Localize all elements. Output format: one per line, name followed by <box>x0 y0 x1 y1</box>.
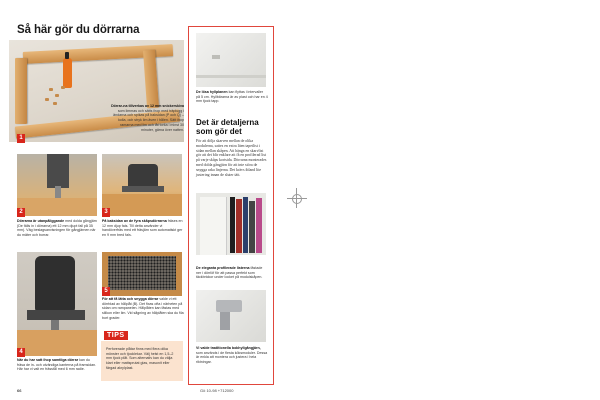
book-spine <box>256 198 262 253</box>
hinge-arm <box>216 300 242 312</box>
tips-text: Perforerade plåtar finns med flera olika mönster och tjocklekar. Välj helst en 1,5–2 mm tjock plåt. Som alternativ kan du välja klart eller mattsprutat glas, masonit eller färgad akrylplast. <box>106 347 174 370</box>
drill-head <box>47 154 69 188</box>
dowel <box>61 86 65 89</box>
step-5-number: 5 <box>102 287 110 296</box>
router-motor <box>35 256 75 314</box>
shelf-edge <box>196 75 266 78</box>
cabinet-side <box>200 197 227 255</box>
step-2-caption-text: med dolda gångjärn (De fälls in i dörrarna) ett 12 mm djupt fall på 35 mm). Väg beslagsanvisningen för gångjärnen när du mäter och borrar. <box>17 219 97 238</box>
step-4-caption-text: kan du fräsa de in- och utvändiga kanterna på framsidan. Här har vi valt en frässtål med 6 mm radie. <box>17 358 97 372</box>
book-spine <box>230 197 235 253</box>
shelf-caption <box>196 90 268 104</box>
footer-code: Gö 10-98 +712000 <box>200 388 234 393</box>
page-number: 66 <box>17 388 22 393</box>
books-caption-bold: De eleganta profilerade listerna <box>196 266 250 270</box>
book-spine <box>243 197 248 253</box>
frame-wood <box>17 330 97 356</box>
hinge-photo <box>196 290 266 342</box>
router-plate <box>27 310 85 320</box>
step-3-caption-bold: På baksidan av de fyra skåpsdörrarna <box>102 219 167 223</box>
step-1-caption-text: som limmas och sätts ihop med träplugg i ändarna och spikas på baksidan (P och Q) – kolla, och stryk lim även i hålen. Sätt ihop ramarna med lim och låt torka i minst 30 minuter, gärna över natten. <box>113 108 184 132</box>
page-title: Så här gör du dörrarna <box>17 24 140 36</box>
dowel <box>55 94 59 97</box>
step-3-number: 3 <box>102 208 110 217</box>
books-caption-text: fästade ner i dörrlöf för att passa perfekt som täckbrickor under locket på modulskåpen. <box>196 266 263 280</box>
step-4-photo <box>17 252 97 356</box>
hinge-cup <box>220 312 230 330</box>
shelf-photo <box>196 33 266 87</box>
glue-bottle <box>63 58 72 88</box>
step-4-caption <box>17 358 97 372</box>
registration-mark <box>292 194 302 204</box>
shelf-caption-text: kan flyttas i intervaller på 5 cm. Hyllbärarna är av plast och har en 4 mm tjock tapp. <box>196 90 268 104</box>
step-5-caption-bold: För att få lätta och snygga dörrar <box>102 297 159 301</box>
shelf-caption-bold: De lösa hyllplanen <box>196 90 228 94</box>
dowel <box>53 102 57 105</box>
book-spine <box>236 199 242 253</box>
sidebar-body: För att dölja skarven mellan de olika modulerna, sattes en extra liten tapetlist i sidan mellan skåpen. Att hänga en skarvlist gör att det blir enklare att få en profilerad list på varje skåps kortsida. Dörrarna monterades med dolda gångjärn för att inte störa de snygga raka linjerna. Det krävs ibland lite justering innan de sluter tätt. <box>196 139 267 177</box>
book-spine <box>249 201 255 253</box>
step-1-caption <box>108 104 184 132</box>
dowel <box>45 98 49 101</box>
books-caption <box>196 266 268 280</box>
glue-nozzle <box>65 52 69 59</box>
perforated-plate <box>108 256 176 290</box>
frame-left-stile <box>15 58 27 124</box>
router-base <box>122 186 164 192</box>
hinge-caption-text: som används i de flesta köksmoduler. Dessa är enkla att montera och justera i hela riktningar. <box>196 350 268 365</box>
dowel <box>49 88 53 91</box>
hinge-caption-bold: Vi valde traditionella bokhyllgångjärn, <box>196 346 261 350</box>
step-3-photo <box>102 154 182 216</box>
step-1-number: 1 <box>17 134 25 143</box>
workpiece <box>17 198 97 216</box>
shelf-pin <box>212 55 220 59</box>
sidebar-heading: Det är detaljerna som gör det <box>196 118 259 136</box>
hinge-caption <box>196 346 268 365</box>
step-3-caption-text: fräses en 12 mm djup fals. Till detta använder vi handöverfräs med ett fräsjärn som automatiskt ger en 9 mm bred fals. <box>102 219 183 238</box>
tips-label: TIPS <box>104 331 128 340</box>
step-4-number: 4 <box>17 348 25 357</box>
frame-right-stile <box>143 50 159 109</box>
step-5-caption <box>102 297 184 321</box>
door-edge <box>102 194 182 216</box>
books-photo <box>196 193 266 255</box>
step-5-caption-text: valde vi ett dörrblad av hålplåt (B). Det fixas ofta i närheten på sidan om rampanelen. Hålplåten kan fästas med silikon eller lim. Vid sågning av hålplåten ska du fila bort grader. <box>102 297 184 320</box>
step-1-caption-bold: Dörrar-na tillverkas av 12 mm snickerskiva <box>111 104 184 108</box>
step-2-number: 2 <box>17 208 25 217</box>
step-2-photo <box>17 154 97 216</box>
step-5-photo <box>102 252 182 296</box>
step-4-caption-bold: När du har satt ihop samtliga dörrar <box>17 358 79 362</box>
step-2-caption-bold: Dörrarna är utanpåliggande <box>17 219 65 223</box>
step-3-caption <box>102 219 184 238</box>
step-2-caption <box>17 219 97 238</box>
